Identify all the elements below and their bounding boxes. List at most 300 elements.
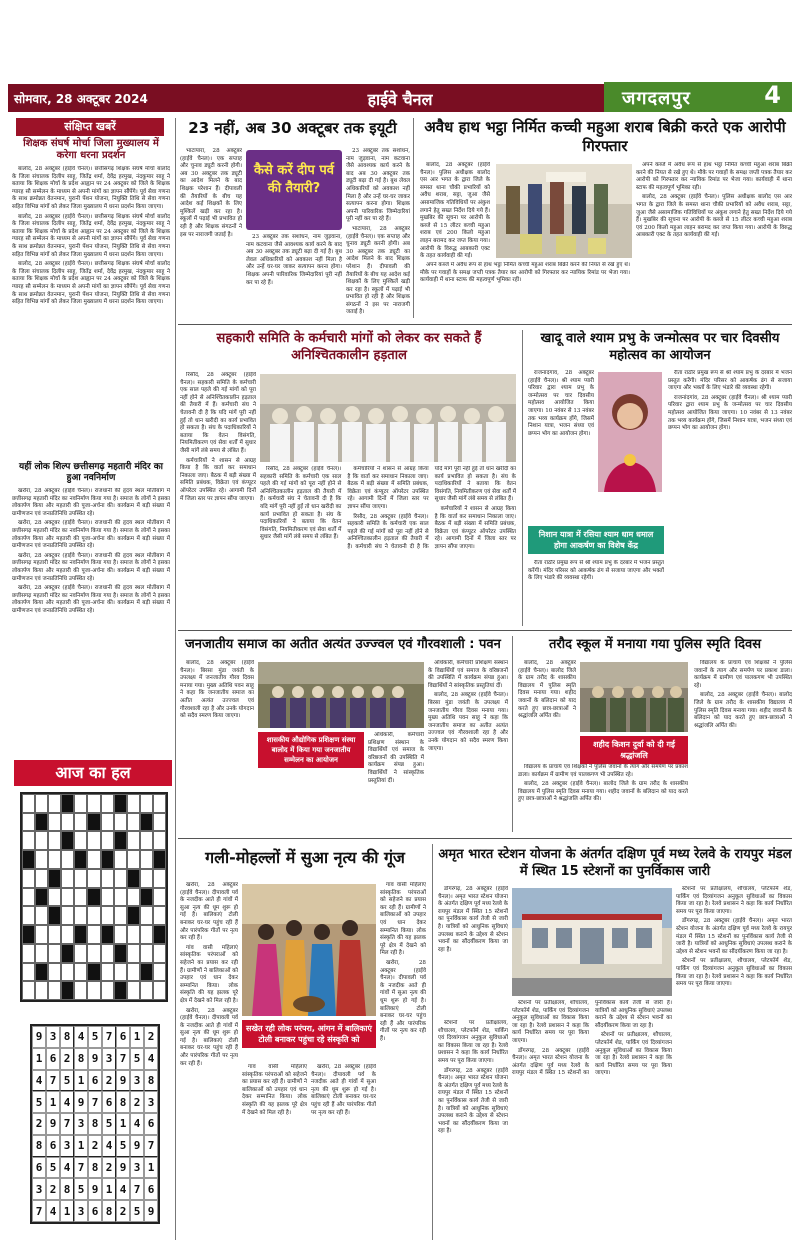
tribal-society-headline: जनजातीय समाज का अतीत अत्यंत उज्ज्वल एवं गौरवशाली : पवन	[185, 637, 501, 652]
crossword-cell	[22, 813, 35, 832]
sudoku-cell: 7	[102, 1026, 116, 1048]
article-paragraph: कर्मचारियों ने शासन से आग्रह किया है कि वार्ता कर समाधान निकाला जाए। बैठक में बड़ी संख्या में समिति प्रबंधक, विक्रेता एवं कंप्यूटर ऑपरेटर उपस्थित रहे। आगामी दिनों में जिला स्तर पर ज्ञापन सौंपा जाएगा।	[347, 466, 429, 510]
brief-body	[12, 166, 170, 458]
crossword-cell	[35, 813, 48, 832]
article-paragraph: गांव वासी महिलाएं सांस्कृतिक परंपराओं को सहेजने का प्रयास कर रही हैं। ग्रामीणों ने बालिकाओं को उपहार एवं धान देकर सम्मानित किया। लोक संस्कृति की यह झलक पूरे क्षेत्र में देखने को मिल रही है।	[242, 1064, 307, 1116]
crossword-cell	[87, 869, 100, 888]
sudoku-cell: 6	[46, 1135, 60, 1157]
sua-dance-headline: गली-मोहल्लों में सुआ नृत्य की गूंज	[205, 848, 405, 867]
sudoku-cell: 5	[74, 1178, 88, 1200]
brief-paragraph: बालोद, 28 अक्टूबर (हाईवे चैनल)। छत्तीसगढ़ शिक्षक संघर्ष मोर्चा बालोद के जिला संचालक दिलीप साहू, जितेंद्र शर्मा, देवेंद्र हरमुख, नंदकुमार साहू ने बताया कि शिक्षक मोर्चा के प्रदेश आह्वान पर 24 अक्टूबर को जिले के शिक्षक ग्यारह सौ सम्मेलन के माध्यम से अपनी मांगों का ज्ञापन सौंपेंगे। पूर्व सेवा गणना के साथ क्रमोन्नत वेतनमान, पुरानी पेंशन योजना, नियुक्ति तिथि से सेवा गणना सहित विभिन्न मांगों को लेकर जिला मुख्यालय में धरना प्रदर्शन किया जाएगा।	[12, 166, 170, 210]
crossword-cell	[153, 906, 166, 925]
tribal-society-body-col2	[368, 732, 424, 832]
liquor-seizure-photo	[496, 164, 632, 258]
sudoku-cell: 3	[60, 1135, 74, 1157]
crossword-cell	[127, 813, 140, 832]
sudoku-cell: 5	[130, 1048, 144, 1070]
crossword-cell	[74, 963, 87, 982]
crossword-cell	[127, 794, 140, 813]
article-paragraph: गांव वासी महिलाएं सांस्कृतिक परंपराओं को सहेजने का प्रयास कर रही हैं। ग्रामीणों ने बालिकाओं को उपहार एवं धान देकर सम्मानित किया। लोक संस्कृति की यह झलक पूरे क्षेत्र में देखने को मिल रही है।	[380, 882, 426, 957]
sudoku-cell: 1	[130, 1026, 144, 1048]
railway-station-body-col1	[438, 886, 508, 1016]
sudoku-cell: 6	[102, 1091, 116, 1113]
brief-headline: शिक्षक संघर्ष मोर्चा जिला मुख्यालय में करेगा धरना प्रदर्शन	[23, 138, 159, 161]
sudoku-cell: 7	[46, 1070, 60, 1092]
paper-name: हाईवे चैनल	[367, 90, 433, 109]
sudoku-cell: 7	[116, 1048, 130, 1070]
crossword-cell	[74, 906, 87, 925]
police-memorial-body-col2	[518, 764, 688, 832]
crossword-cell	[101, 850, 114, 869]
sudoku-cell: 5	[102, 1113, 116, 1135]
crossword-cell	[127, 925, 140, 944]
article-paragraph: राजनांदगांव, 28 अक्टूबर (हाईवे चैनल)। श्री श्याम प्यारी परिवार द्वारा श्याम प्रभु के जन्मोत्सव पर चार दिवसीय महोत्सव आयोजित किया जाएगा। 10 नवंबर से 13 नवंबर तक भव्य कार्यक्रम होंगे, जिसमें निशान यात्रा, भजन संध्या एवं छप्पन भोग का आयोजन होगा।	[528, 370, 594, 437]
sudoku-grid	[30, 1024, 160, 1224]
tribal-society-body-col3	[428, 660, 508, 832]
crossword-cell	[127, 981, 140, 1000]
section-divider	[178, 324, 792, 325]
crossword-cell	[101, 944, 114, 963]
sudoku-cell: 5	[46, 1157, 60, 1179]
crossword-cell	[153, 869, 166, 888]
crossword-cell	[127, 944, 140, 963]
crossword-cell	[114, 981, 127, 1000]
crossword-cell	[61, 925, 74, 944]
sudoku-cell: 3	[32, 1178, 46, 1200]
crossword-cell	[35, 906, 48, 925]
sudoku-cell: 8	[116, 1091, 130, 1113]
article-paragraph: अपने कब्जे में अवैध रूप से हाथ भट्ठा निर्मित कच्ची महुआ शराब बिक्री करने की नियत से रखे हुए थे। मौके पर गवाहों के समक्ष जप्ती पत्रक तैयार कर आरोपी को गिरफ्तार कर न्यायिक रिमांड पर भेजा गया। कार्यवाही में थाना स्टाफ की महत्वपूर्ण भूमिका रही।	[420, 262, 630, 284]
sua-dance-photo	[242, 884, 376, 1016]
sudoku-cell: 9	[88, 1178, 102, 1200]
crossword-cell	[114, 850, 127, 869]
shyam-festival-headline: खादू वाले श्याम प्रभु के जन्मोत्सव पर चार दिवसीय महोत्सव का आयोजन	[540, 331, 780, 363]
crossword-cell	[101, 888, 114, 907]
railway-station-body-col4	[676, 886, 792, 1232]
liquor-arrest-body-col3	[636, 162, 792, 318]
article-paragraph: रिसौद, 28 अक्टूबर (हाईवे चैनल)। सहकारी समिति के कर्मचारी एक साल पहले की गई मांगों को पूरा नहीं होने से अनिश्चितकालीन हड़ताल की तैयारी में हैं। कर्मचारी संघ ने चेतावनी दी है कि यदि मांगें पूरी नहीं हुईं तो धान खरीदी का कार्य प्रभावित हो सकता है। संघ के पदाधिकारियों ने बताया कि वेतन विसंगति, नियमितीकरण एवं सेवा शर्तों में सुधार जैसी मांगें लंबे समय से लंबित हैं।	[347, 466, 516, 550]
crossword-cell	[61, 794, 74, 813]
crossword-cell	[101, 981, 114, 1000]
crossword-cell	[140, 813, 153, 832]
column-divider	[413, 118, 414, 318]
sudoku-cell: 6	[116, 1026, 130, 1048]
sudoku-cell: 5	[116, 1135, 130, 1157]
shyam-festival-body-col2	[528, 560, 664, 626]
callout-text: कैसे करें दीप पर्व की तैयारी?	[254, 163, 334, 196]
crossword-cell	[48, 831, 61, 850]
sua-dance-body-col1	[180, 882, 238, 1232]
police-memorial-body-col3	[694, 660, 792, 832]
crossword-cell	[61, 963, 74, 982]
crossword-cell	[22, 831, 35, 850]
crossword-cell	[153, 925, 166, 944]
sudoku-cell: 3	[130, 1070, 144, 1092]
crossword-cell	[35, 850, 48, 869]
article-paragraph: स्टेशनों पर प्रतीक्षालय, शौचालय, प्लेटफॉर्म शेड, पार्किंग एवं दिव्यांगजन अनुकूल सुविधाओं का विकास किया जा रहा है। रेलवे प्रशासन ने कहा कि कार्य निर्धारित समय पर पूरा किया जाएगा।	[676, 958, 792, 988]
sudoku-cell: 2	[88, 1135, 102, 1157]
shyam-festival-body-col1	[528, 370, 594, 524]
crossword-cell	[48, 925, 61, 944]
crossword-cell	[74, 981, 87, 1000]
police-memorial-caption: शहीद किशन दुर्वा को दी गई श्रद्धांजलि	[580, 736, 688, 764]
crossword-cell	[87, 906, 100, 925]
society-meeting-photo	[260, 374, 516, 462]
article-paragraph: अधिकारी, कर्मचारी प्रशिक्षण संस्थान के विद्यार्थियों एवं समाज के वरिष्ठजनों की उपस्थिति में कार्यक्रम संपन्न हुआ। विद्यार्थियों ने सांस्कृतिक प्रस्तुतियां दीं।	[428, 660, 508, 689]
sudoku-cell: 7	[74, 1157, 88, 1179]
singer-portrait-photo	[598, 372, 662, 492]
railway-station-photo	[512, 888, 672, 996]
article-paragraph: राजनांदगांव, 28 अक्टूबर (हाईवे चैनल)। श्री श्याम प्यारी परिवार द्वारा श्याम प्रभु के जन्मोत्सव पर चार दिवसीय महोत्सव आयोजित किया जाएगा। 10 नवंबर से 13 नवंबर तक भव्य कार्यक्रम होंगे, जिसमें निशान यात्रा, भजन संध्या एवं छप्पन भोग का आयोजन होगा।	[668, 394, 792, 432]
article-paragraph: गांव वासी महिलाएं सांस्कृतिक परंपराओं को सहेजने का प्रयास कर रही हैं। ग्रामीणों ने बालिकाओं को उपहार एवं धान देकर सम्मानित किया। लोक संस्कृति की यह झलक पूरे क्षेत्र में देखने को मिल रही है।	[180, 944, 238, 1004]
article-paragraph: अधिकारी, कर्मचारी प्रशिक्षण संस्थान के विद्यार्थियों एवं समाज के वरिष्ठजनों की उपस्थिति में कार्यक्रम संपन्न हुआ। विद्यार्थियों ने सांस्कृतिक प्रस्तुतियां दीं।	[368, 732, 424, 784]
sudoku-cell: 8	[60, 1026, 74, 1048]
crossword-cell	[140, 794, 153, 813]
article-paragraph: डोंगरगढ़, 28 अक्टूबर (हाईवे चैनल)। अमृत भारत स्टेशन योजना के अंतर्गत दक्षिण पूर्व मध्य रेलवे के रायपुर मंडल में स्थित 15 स्टेशनों का पुनर्विकास कार्य तेजी से जारी है। यात्रियों को आधुनिक सुविधाएं उपलब्ध कराने के उद्देश्य से स्टेशन भवनों का सौंदर्यीकरण किया जा रहा है।	[512, 1000, 672, 1077]
tribal-meeting-photo	[258, 662, 424, 728]
crossword-cell	[22, 850, 35, 869]
crossword-cell	[35, 888, 48, 907]
sudoku-cell: 9	[74, 1091, 88, 1113]
crossword-cell	[87, 850, 100, 869]
crossword-grid	[20, 792, 168, 1002]
crossword-cell	[140, 831, 153, 850]
brief-subhead: यहीं लोक शिल्प छत्तीसगढ़ महतारी मंदिर का हुआ नवनिर्माण	[18, 462, 164, 483]
crossword-cell	[48, 869, 61, 888]
article-paragraph: बालोद, 28 अक्टूबर (हाईवे चैनल)। बालोद जिले के ग्राम तरौद के शासकीय विद्यालय में पुलिस स्मृति दिवस मनाया गया। शहीद जवानों के बलिदान को याद करते हुए छात्र-छात्राओं ने श्रद्धांजलि अर्पित की।	[518, 781, 688, 803]
shyam-festival-body-col3	[668, 370, 792, 626]
crossword-cell	[140, 888, 153, 907]
crossword-cell	[87, 888, 100, 907]
sudoku-cell: 4	[60, 1157, 74, 1179]
crossword-cell	[48, 981, 61, 1000]
crossword-cell	[101, 906, 114, 925]
crossword-cell	[101, 925, 114, 944]
article-paragraph: भाटापारा, 28 अक्टूबर (हाईवे चैनल)। एक सप्ताह और चुनाव ड्यूटी करनी होगी। अब 30 अक्टूबर तक ड्यूटी का आदेश मिलने के बाद शिक्षक परेशान हैं। दीपावली की तैयारियों के बीच यह आदेश कई शिक्षकों के लिए मुश्किलें खड़ी कर रहा है। स्कूलों में पढ़ाई भी प्रभावित हो रही है और शिक्षक संगठनों ने इस पर नाराजगी जताई है।	[180, 148, 242, 238]
callout-box	[246, 150, 342, 230]
sudoku-cell: 8	[60, 1178, 74, 1200]
sudoku-cell: 9	[144, 1200, 158, 1222]
sudoku-cell: 3	[130, 1157, 144, 1179]
sudoku-cell: 9	[116, 1157, 130, 1179]
sudoku-cell: 4	[32, 1070, 46, 1092]
crossword-cell	[35, 831, 48, 850]
crossword-cell	[22, 925, 35, 944]
crossword-cell	[153, 831, 166, 850]
crossword-cell	[22, 869, 35, 888]
crossword-cell	[140, 925, 153, 944]
crossword-cell	[87, 944, 100, 963]
crossword-cell	[127, 831, 140, 850]
crossword-cell	[127, 850, 140, 869]
crossword-cell	[48, 888, 61, 907]
sudoku-cell: 9	[116, 1070, 130, 1092]
sudoku-cell: 5	[60, 1070, 74, 1092]
society-strike-body-col2	[260, 466, 516, 626]
tribal-society-body-col1	[180, 660, 254, 832]
sudoku-cell: 1	[144, 1157, 158, 1179]
sudoku-cell: 4	[144, 1048, 158, 1070]
crossword-cell	[140, 850, 153, 869]
crossword-cell	[153, 888, 166, 907]
brief-paragraph: खरोरा, 28 अक्टूबर (हाईवे चैनल)। राजधानी की हृदय स्थल मोतीबाग में छत्तीसगढ़ महतारी मंदिर का नवनिर्माण किया गया है। समाज के लोगों ने इसका लोकार्पण किया और महतारी की पूजा-अर्चना की। कार्यक्रम में बड़ी संख्या में ग्रामीणजन एवं जनप्रतिनिधि उपस्थित रहे।	[12, 552, 170, 582]
sudoku-cell: 8	[102, 1200, 116, 1222]
crossword-cell	[35, 869, 48, 888]
city-name: जगदलपुर	[622, 88, 691, 109]
article-paragraph: बालोद, 28 अक्टूबर (हाईवे चैनल)। बिरसा मुंडा जयंती के उपलक्ष्य में जनजातीय गौरव दिवस मनाया गया। मुख्य अतिथि पवन साहू ने कहा कि जनजातीय समाज का अतीत अत्यंत उज्ज्वल एवं गौरवशाली रहा है और उनके योगदान को सदैव स्मरण किया जाएगा।	[428, 692, 508, 752]
crossword-cell	[48, 944, 61, 963]
article-paragraph: विद्यालय के प्राचार्य एवं शिक्षकों ने पुलिस जवानों के त्याग और समर्पण पर प्रकाश डाला। कार्यक्रम में ग्रामीण एवं पालकगण भी उपस्थित रहे।	[694, 660, 792, 689]
article-paragraph: रिसौद, 28 अक्टूबर (हाईवे चैनल)। सहकारी समिति के कर्मचारी एक साल पहले की गई मांगों को पूरा नहीं होने से अनिश्चितकालीन हड़ताल की तैयारी में हैं। कर्मचारी संघ ने चेतावनी दी है कि यदि मांगें पूरी नहीं हुईं तो धान खरीदी का कार्य प्रभावित हो सकता है। संघ के पदाधिकारियों ने बताया कि वेतन विसंगति, नियमितीकरण एवं सेवा शर्तों में सुधार जैसी मांगें लंबे समय से लंबित हैं।	[180, 372, 256, 454]
brief-paragraph: खरोरा, 28 अक्टूबर (हाईवे चैनल)। राजधानी की हृदय स्थल मोतीबाग में छत्तीसगढ़ महतारी मंदिर का नवनिर्माण किया गया है। समाज के लोगों ने इसका लोकार्पण किया और महतारी की पूजा-अर्चना की। कार्यक्रम में बड़ी संख्या में ग्रामीणजन एवं जनप्रतिनिधि उपस्थित रहे।	[12, 585, 170, 614]
crossword-cell	[22, 794, 35, 813]
crossword-cell	[140, 906, 153, 925]
brief-section-label: संक्षिप्त खबरें	[16, 118, 164, 136]
puzzle-title: आज का हल	[14, 760, 172, 786]
sudoku-cell: 9	[130, 1135, 144, 1157]
article-paragraph: कर्मचारियों ने शासन से आग्रह किया है कि वार्ता कर समाधान निकाला जाए। बैठक में बड़ी संख्या में समिति प्रबंधक, विक्रेता एवं कंप्यूटर ऑपरेटर उपस्थित रहे। आगामी दिनों में जिला स्तर पर ज्ञापन सौंपा जाएगा।	[434, 505, 516, 550]
crossword-cell	[35, 794, 48, 813]
column-divider	[522, 330, 523, 626]
article-paragraph: स्टेशनों पर प्रतीक्षालय, शौचालय, प्लेटफॉर्म शेड, पार्किंग एवं दिव्यांगजन अनुकूल सुविधाओं का विकास किया जा रहा है। रेलवे प्रशासन ने कहा कि कार्य निर्धारित समय पर पूरा किया जाएगा।	[438, 1020, 508, 1064]
liquor-arrest-body-col2	[420, 262, 630, 318]
city-label	[604, 82, 792, 112]
article-paragraph: डोंगरगढ़, 28 अक्टूबर (हाईवे चैनल)। अमृत भारत स्टेशन योजना के अंतर्गत दक्षिण पूर्व मध्य रेलवे के रायपुर मंडल में स्थित 15 स्टेशनों का पुनर्विकास कार्य तेजी से जारी है। यात्रियों को आधुनिक सुविधाएं उपलब्ध कराने के उद्देश्य से स्टेशन भवनों का सौंदर्यीकरण किया जा रहा है।	[438, 886, 508, 953]
crossword-cell	[153, 944, 166, 963]
article-paragraph: खरोरा, 28 अक्टूबर (हाईवे चैनल)। दीपावली पर्व के नजदीक आते ही गांवों में सुआ नृत्य की धूम शुरू हो गई है। बालिकाएं टोली बनाकर घर-घर पहुंच रही हैं और पारंपरिक गीतों पर नृत्य कर रही हैं।	[380, 959, 426, 1042]
sudoku-cell: 1	[46, 1091, 60, 1113]
crossword-cell	[87, 925, 100, 944]
sudoku-cell: 3	[144, 1091, 158, 1113]
sudoku-cell: 6	[144, 1178, 158, 1200]
crossword-cell	[61, 888, 74, 907]
sudoku-cell: 6	[46, 1048, 60, 1070]
sudoku-cell: 2	[144, 1026, 158, 1048]
crossword-cell	[74, 944, 87, 963]
sudoku-cell: 6	[88, 1200, 102, 1222]
crossword-cell	[101, 813, 114, 832]
crossword-cell	[48, 906, 61, 925]
issue-date: सोमवार, 28 अक्टूबर 2024	[14, 92, 148, 106]
sudoku-cell: 7	[60, 1113, 74, 1135]
sudoku-cell: 8	[74, 1048, 88, 1070]
column-divider	[175, 118, 176, 1240]
crossword-cell	[153, 981, 166, 1000]
page-number: 4	[764, 81, 782, 109]
sudoku-cell: 4	[102, 1135, 116, 1157]
article-paragraph: स्टेशनों पर प्रतीक्षालय, शौचालय, प्लेटफॉर्म शेड, पार्किंग एवं दिव्यांगजन अनुकूल सुविधाओं का विकास किया जा रहा है। रेलवे प्रशासन ने कहा कि कार्य निर्धारित समय पर पूरा किया जाएगा।	[595, 1032, 672, 1077]
sudoku-cell: 1	[102, 1178, 116, 1200]
crossword-cell	[22, 981, 35, 1000]
crossword-cell	[114, 906, 127, 925]
crossword-cell	[87, 831, 100, 850]
crossword-cell	[74, 850, 87, 869]
crossword-cell	[140, 981, 153, 1000]
sudoku-cell: 2	[130, 1091, 144, 1113]
crossword-cell	[48, 963, 61, 982]
article-paragraph: स्टेशनों पर प्रतीक्षालय, शौचालय, प्लेटफॉर्म शेड, पार्किंग एवं दिव्यांगजन अनुकूल सुविधाओं का विकास किया जा रहा है। रेलवे प्रशासन ने कहा कि कार्य निर्धारित समय पर पूरा किया जाएगा।	[676, 886, 792, 915]
article-paragraph: स्टेशनों पर प्रतीक्षालय, शौचालय, प्लेटफॉर्म शेड, पार्किंग एवं दिव्यांगजन अनुकूल सुविधाओं का विकास किया जा रहा है। रेलवे प्रशासन ने कहा कि कार्य निर्धारित समय पर पूरा किया जाएगा।	[512, 1000, 589, 1044]
sudoku-cell: 8	[32, 1135, 46, 1157]
crossword-cell	[87, 963, 100, 982]
sudoku-cell: 5	[32, 1091, 46, 1113]
crossword-cell	[127, 963, 140, 982]
brief-paragraph: बालोद, 28 अक्टूबर (हाईवे चैनल)। छत्तीसगढ़ शिक्षक संघर्ष मोर्चा बालोद के जिला संचालक दिलीप साहू, जितेंद्र शर्मा, देवेंद्र हरमुख, नंदकुमार साहू ने बताया कि शिक्षक मोर्चा के प्रदेश आह्वान पर 24 अक्टूबर को जिले के शिक्षक ग्यारह सौ सम्मेलन के माध्यम से अपनी मांगों का ज्ञापन सौंपेंगे। पूर्व सेवा गणना के साथ क्रमोन्नत वेतनमान, पुरानी पेंशन योजना, नियुक्ति तिथि से सेवा गणना सहित विभिन्न मांगों को लेकर जिला मुख्यालय में धरना प्रदर्शन किया जाएगा।	[12, 261, 170, 306]
tribal-caption: शासकीय औद्योगिक प्रशिक्षण संस्था बालोद में किया गया जनजातीय सम्मेलन का आयोजन	[258, 732, 364, 768]
crossword-cell	[153, 963, 166, 982]
sudoku-cell: 1	[60, 1200, 74, 1222]
crossword-cell	[114, 888, 127, 907]
crossword-cell	[35, 944, 48, 963]
crossword-cell	[74, 869, 87, 888]
crossword-cell	[48, 794, 61, 813]
crossword-cell	[61, 813, 74, 832]
sudoku-cell: 8	[88, 1157, 102, 1179]
election-duty-body-col3	[346, 148, 410, 318]
railway-station-headline: अमृत भारत स्टेशन योजना के अंतर्गत दक्षिण पूर्व मध्य रेलवे के रायपुर मंडल में स्थित 15 स्टेशनों का पुनर्विकास जारी	[438, 847, 792, 879]
crossword-cell	[87, 794, 100, 813]
sudoku-cell: 4	[60, 1091, 74, 1113]
article-paragraph: रिसौद, 28 अक्टूबर (हाईवे चैनल)। सहकारी समिति के कर्मचारी एक साल पहले की गई मांगों को पूरा नहीं होने से अनिश्चितकालीन हड़ताल की तैयारी में हैं। कर्मचारी संघ ने चेतावनी दी है कि यदि मांगें पूरी नहीं हुईं तो धान खरीदी का कार्य प्रभावित हो सकता है। संघ के पदाधिकारियों ने बताया कि वेतन विसंगति, नियमितीकरण एवं सेवा शर्तों में सुधार जैसी मांगें लंबे समय से लंबित हैं।	[260, 466, 342, 541]
sudoku-cell: 7	[144, 1135, 158, 1157]
crossword-cell	[153, 794, 166, 813]
crossword-cell	[153, 813, 166, 832]
article-paragraph: रीता राठौर प्रमुख रूप से श्री श्याम प्रभु के दरबार में भजन प्रस्तुत करेंगी। मंदिर परिसर को आकर्षक ढंग से सजाया जाएगा और भक्तों के लिए भंडारे की व्यवस्था रहेगी।	[668, 370, 792, 392]
crossword-cell	[61, 831, 74, 850]
crossword-cell	[140, 944, 153, 963]
sudoku-cell: 1	[74, 1135, 88, 1157]
section-divider	[178, 838, 792, 839]
sudoku-cell: 4	[130, 1113, 144, 1135]
shyam-festival-caption: निशान यात्रा में रसिया श्याम धाम धमाल होगा आकर्षण का विशेष केंद्र	[528, 526, 664, 554]
article-paragraph: बालोद, 28 अक्टूबर (हाईवे चैनल)। पुलिस अधीक्षक बालोद एस आर भगत के द्वारा जिले के समस्त थाना चौकी प्रभारियों को अवैध शराब, सट्टा, जुआ जैसे असामाजिक गतिविधियों पर अंकुश लगाने हेतु सख्त निर्देश दिये गये हैं। मुखबिर की सूचना पर आरोपी के कब्जे से 15 लीटर कच्ची महुआ शराब एवं 200 किलो महुआ लाहन बरामद कर जप्त किया गया। आरोपी के विरुद्ध आबकारी एक्ट के तहत कार्यवाही की गई।	[636, 194, 792, 239]
crossword-cell	[101, 831, 114, 850]
sua-dance-body-col2	[242, 1064, 376, 1232]
sudoku-cell: 5	[88, 1026, 102, 1048]
sudoku-cell: 3	[102, 1048, 116, 1070]
sudoku-cell: 6	[32, 1157, 46, 1179]
article-paragraph: बालोद, 28 अक्टूबर (हाईवे चैनल)। पुलिस अधीक्षक बालोद एस आर भगत के द्वारा जिले के समस्त थाना चौकी प्रभारियों को अवैध शराब, सट्टा, जुआ जैसे असामाजिक गतिविधियों पर अंकुश लगाने हेतु सख्त निर्देश दिये गये हैं। मुखबिर की सूचना पर आरोपी के कब्जे से 15 लीटर कच्ची महुआ शराब एवं 200 किलो महुआ लाहन बरामद कर जप्त किया गया। आरोपी के विरुद्ध आबकारी एक्ट के तहत कार्यवाही की गई।	[420, 162, 490, 260]
crossword-cell	[74, 831, 87, 850]
sudoku-cell: 6	[88, 1070, 102, 1092]
crossword-cell	[140, 963, 153, 982]
crossword-cell	[22, 944, 35, 963]
article-paragraph: बालोद, 28 अक्टूबर (हाईवे चैनल)। बालोद जिले के ग्राम तरौद के शासकीय विद्यालय में पुलिस स्मृति दिवस मनाया गया। शहीद जवानों के बलिदान को याद करते हुए छात्र-छात्राओं ने श्रद्धांजलि अर्पित की।	[694, 692, 792, 729]
article-paragraph: डोंगरगढ़, 28 अक्टूबर (हाईवे चैनल)। अमृत भारत स्टेशन योजना के अंतर्गत दक्षिण पूर्व मध्य रेलवे के रायपुर मंडल में स्थित 15 स्टेशनों का पुनर्विकास कार्य तेजी से जारी है। यात्रियों को आधुनिक सुविधाएं उपलब्ध कराने के उद्देश्य से स्टेशन भवनों का सौंदर्यीकरण किया जा रहा है।	[438, 1067, 508, 1135]
article-paragraph: डोंगरगढ़, 28 अक्टूबर (हाईवे चैनल)। अमृत भारत स्टेशन योजना के अंतर्गत दक्षिण पूर्व मध्य रेलवे के रायपुर मंडल में स्थित 15 स्टेशनों का पुनर्विकास कार्य तेजी से जारी है। यात्रियों को आधुनिक सुविधाएं उपलब्ध कराने के उद्देश्य से स्टेशन भवनों का सौंदर्यीकरण किया जा रहा है।	[676, 918, 792, 955]
sudoku-cell: 2	[116, 1200, 130, 1222]
sudoku-cell: 3	[74, 1200, 88, 1222]
crossword-cell	[127, 888, 140, 907]
sudoku-cell: 9	[88, 1048, 102, 1070]
sudoku-cell: 1	[116, 1113, 130, 1135]
sudoku-cell: 9	[46, 1113, 60, 1135]
railway-station-body-col3	[438, 1020, 508, 1232]
crossword-cell	[74, 925, 87, 944]
crossword-cell	[48, 850, 61, 869]
article-paragraph: कर्मचारियों ने शासन से आग्रह किया है कि वार्ता कर समाधान निकाला जाए। बैठक में बड़ी संख्या में समिति प्रबंधक, विक्रेता एवं कंप्यूटर ऑपरेटर उपस्थित रहे। आगामी दिनों में जिला स्तर पर ज्ञापन सौंपा जाएगा।	[180, 457, 256, 502]
article-paragraph: भाटापारा, 28 अक्टूबर (हाईवे चैनल)। एक सप्ताह और चुनाव ड्यूटी करनी होगी। अब 30 अक्टूबर तक ड्यूटी का आदेश मिलने के बाद शिक्षक परेशान हैं। दीपावली की तैयारियों के बीच यह आदेश कई शिक्षकों के लिए मुश्किलें खड़ी कर रहा है। स्कूलों में पढ़ाई भी प्रभावित हो रही है और शिक्षक संगठनों ने इस पर नाराजगी जताई है।	[346, 225, 410, 316]
crossword-cell	[114, 925, 127, 944]
sudoku-cell: 3	[74, 1113, 88, 1135]
crossword-cell	[87, 813, 100, 832]
sudoku-cell: 1	[32, 1048, 46, 1070]
sudoku-cell: 4	[116, 1178, 130, 1200]
sudoku-cell: 2	[102, 1070, 116, 1092]
article-paragraph: खरोरा, 28 अक्टूबर (हाईवे चैनल)। दीपावली पर्व के नजदीक आते ही गांवों में सुआ नृत्य की धूम शुरू हो गई है। बालिकाएं टोली बनाकर घर-घर पहुंच रही हैं और पारंपरिक गीतों पर नृत्य कर रही हैं।	[311, 1064, 376, 1116]
crossword-cell	[114, 794, 127, 813]
sudoku-cell: 8	[88, 1113, 102, 1135]
brief-paragraph: खरोरा, 28 अक्टूबर (हाईवे चैनल)। राजधानी की हृदय स्थल मोतीबाग में छत्तीसगढ़ महतारी मंदिर का नवनिर्माण किया गया है। समाज के लोगों ने इसका लोकार्पण किया और महतारी की पूजा-अर्चना की। कार्यक्रम में बड़ी संख्या में ग्रामीणजन एवं जनप्रतिनिधि उपस्थित रहे।	[12, 520, 170, 550]
crossword-cell	[114, 813, 127, 832]
crossword-cell	[35, 981, 48, 1000]
crossword-cell	[61, 944, 74, 963]
sua-dance-body-col3	[380, 882, 426, 1232]
sudoku-cell: 2	[32, 1113, 46, 1135]
crossword-cell	[87, 981, 100, 1000]
society-strike-headline: सहकारी समिति के कर्मचारी मांगों को लेकर कर सकते हैं अनिश्चितकालीन हड़ताल	[216, 331, 482, 363]
crossword-cell	[101, 963, 114, 982]
sudoku-cell: 4	[46, 1200, 60, 1222]
crossword-cell	[74, 813, 87, 832]
crossword-cell	[74, 794, 87, 813]
article-paragraph: रीता राठौर प्रमुख रूप से श्री श्याम प्रभु के दरबार में भजन प्रस्तुत करेंगी। मंदिर परिसर को आकर्षक ढंग से सजाया जाएगा और भक्तों के लिए भंडारे की व्यवस्था रहेगी।	[528, 560, 664, 582]
sudoku-cell: 9	[32, 1026, 46, 1048]
crossword-cell	[48, 813, 61, 832]
column-divider	[512, 636, 513, 832]
election-duty-headline: 23 नहीं, अब 30 अक्टूबर तक इयूटी	[188, 119, 397, 137]
crossword-cell	[153, 850, 166, 869]
sudoku-cell: 2	[102, 1157, 116, 1179]
crossword-cell	[74, 888, 87, 907]
police-memorial-body-col1	[518, 660, 576, 746]
railway-station-body-col2	[512, 1000, 672, 1232]
crossword-cell	[127, 906, 140, 925]
liquor-arrest-headline: अवैध हाथ भट्ठा निर्मित कच्ची महुआ शराब बिक्री करते एक आरोपी गिरफ्तार	[424, 118, 786, 155]
crossword-cell	[140, 869, 153, 888]
crossword-cell	[61, 981, 74, 1000]
crossword-cell	[101, 794, 114, 813]
sudoku-cell: 4	[74, 1026, 88, 1048]
sudoku-cell: 5	[130, 1200, 144, 1222]
crossword-cell	[22, 888, 35, 907]
crossword-cell	[114, 944, 127, 963]
crossword-cell	[22, 963, 35, 982]
sudoku-cell: 8	[144, 1070, 158, 1092]
sudoku-cell: 7	[32, 1200, 46, 1222]
brief-paragraph: बालोद, 28 अक्टूबर (हाईवे चैनल)। छत्तीसगढ़ शिक्षक संघर्ष मोर्चा बालोद के जिला संचालक दिलीप साहू, जितेंद्र शर्मा, देवेंद्र हरमुख, नंदकुमार साहू ने बताया कि शिक्षक मोर्चा के प्रदेश आह्वान पर 24 अक्टूबर को जिले के शिक्षक ग्यारह सौ सम्मेलन के माध्यम से अपनी मांगों का ज्ञापन सौंपेंगे। पूर्व सेवा गणना के साथ क्रमोन्नत वेतनमान, पुरानी पेंशन योजना, नियुक्ति तिथि से सेवा गणना सहित विभिन्न मांगों को लेकर जिला मुख्यालय में धरना प्रदर्शन किया जाएगा।	[12, 213, 170, 258]
crossword-cell	[61, 906, 74, 925]
article-paragraph: 23 अक्टूबर तक संशोधन, नाम जुड़वाना, नाम कटवाना जैसे आवश्यक कार्य करने के बाद अब 30 अक्टूबर तक ड्यूटी बढ़ा दी गई है। बूथ लेवल अधिकारियों को अवकाश नहीं मिला है और उन्हें घर-घर जाकर सत्यापन करना होगा। शिक्षक अपनी पारिवारिक जिम्मेदारियां पूरी नहीं कर पा रहे हैं।	[246, 234, 342, 286]
election-duty-body-col2	[246, 234, 342, 318]
crossword-cell	[61, 869, 74, 888]
article-paragraph: अपने कब्जे में अवैध रूप से हाथ भट्ठा निर्मित कच्ची महुआ शराब बिक्री करने की नियत से रखे हुए थे। मौके पर गवाहों के समक्ष जप्ती पत्रक तैयार कर आरोपी को गिरफ्तार कर न्यायिक रिमांड पर भेजा गया। कार्यवाही में थाना स्टाफ की महत्वपूर्ण भूमिका रही।	[636, 162, 792, 191]
society-strike-body-col1	[180, 372, 256, 626]
crossword-cell	[114, 869, 127, 888]
section-divider	[178, 630, 792, 631]
crossword-cell	[35, 963, 48, 982]
sudoku-cell: 6	[144, 1113, 158, 1135]
brief-paragraph: खरोरा, 28 अक्टूबर (हाईवे चैनल)। राजधानी की हृदय स्थल मोतीबाग में छत्तीसगढ़ महतारी मंदिर का नवनिर्माण किया गया है। समाज के लोगों ने इसका लोकार्पण किया और महतारी की पूजा-अर्चना की। कार्यक्रम में बड़ी संख्या में ग्रामीणजन एवं जनप्रतिनिधि उपस्थित रहे।	[12, 488, 170, 517]
crossword-cell	[114, 831, 127, 850]
crossword-cell	[61, 850, 74, 869]
crossword-cell	[127, 869, 140, 888]
column-divider	[432, 844, 433, 1240]
sudoku-cell: 1	[74, 1070, 88, 1092]
article-paragraph: बालोद, 28 अक्टूबर (हाईवे चैनल)। बालोद जिले के ग्राम तरौद के शासकीय विद्यालय में पुलिस स्मृति दिवस मनाया गया। शहीद जवानों के बलिदान को याद करते हुए छात्र-छात्राओं ने श्रद्धांजलि अर्पित की।	[518, 660, 576, 720]
crossword-cell	[22, 906, 35, 925]
police-memorial-photo	[580, 662, 688, 732]
